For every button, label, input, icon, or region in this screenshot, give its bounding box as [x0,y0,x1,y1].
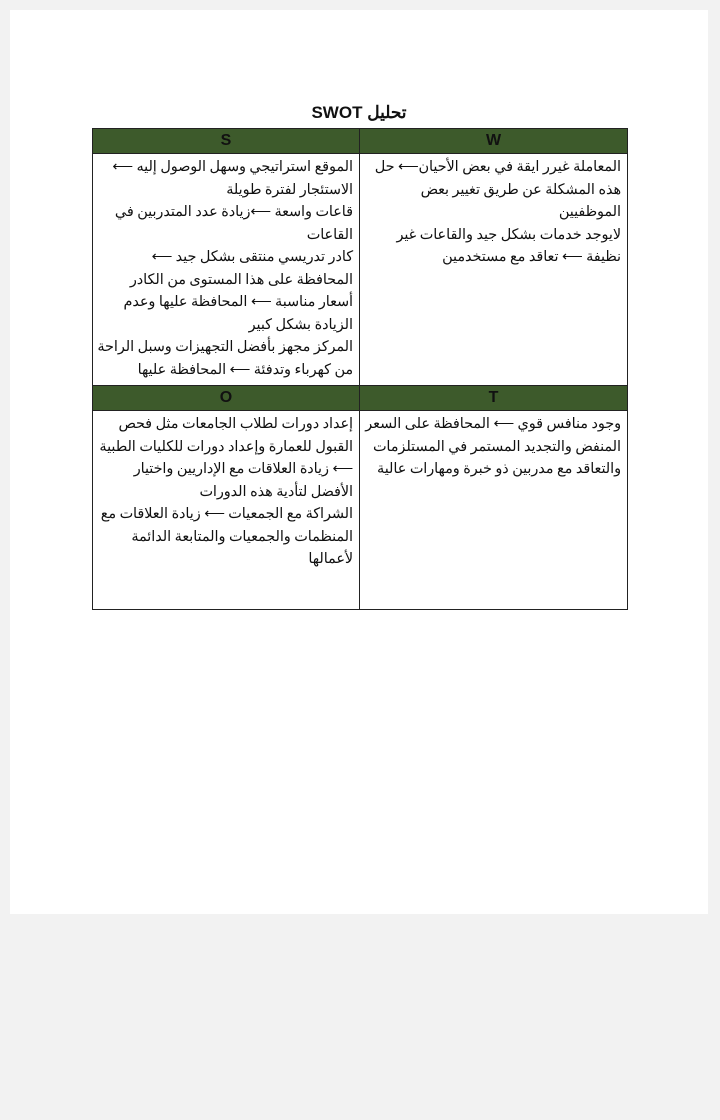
quadrant-t-line: وجود منافس قوي ⟵ المحافظة على السعر المنفض والتجديد المستمر في المستلزمات والتعاقد مع مدربين ذو خبرة ومهارات عالية [365,416,621,477]
quadrant-s-line: قاعات واسعة ⟵زيادة عدد المتدربين في القاعات [114,204,353,243]
quadrant-s [93,129,359,385]
quadrant-t-body [360,411,627,481]
quadrant-s-line: كادر تدريسي منتقى بشكل جيد ⟵ المحافظة على هذا المستوى من الكادر [129,249,353,288]
quadrant-t-header: T [360,386,627,411]
quadrant-o-body [93,411,359,571]
quadrant-o-header: O [93,386,359,411]
quadrant-s-body [93,154,359,404]
table-vertical-divider [359,129,360,609]
quadrant-o-line: إعداد دورات لطلاب الجامعات مثل فحص القبول للعمارة وإعداد دورات للكليات الطبية ⟵ زيادة العلاقات مع الإداريين واختيار الأفضل لتأدية هذه الدورات [99,416,353,500]
quadrant-s-header: S [93,129,359,154]
quadrant-w-header: W [360,129,627,154]
quadrant-o [93,386,359,609]
document-page [10,10,708,914]
quadrant-s-line: أسعار مناسبة ⟵ المحافظة عليها وعدم الزيادة بشكل كبير [123,294,353,333]
quadrant-t [360,386,627,609]
quadrant-o-line: الشراكة مع الجمعيات ⟵ زيادة العلاقات مع المنظمات والجمعيات والمتابعة الدائمة لأعمالها [100,506,353,567]
quadrant-s-line: الموقع استراتيجي وسهل الوصول إليه ⟵ الاستئجار لفترة طويلة [112,159,353,198]
quadrant-w [360,129,627,385]
swot-table [92,128,628,610]
quadrant-s-line: المركز مجهز بأفضل التجهيزات وسبل الراحة من كهرباء وتدفئة ⟵ المحافظة عليها [97,339,353,378]
quadrant-w-line: لايوجد خدمات بشكل جيد والقاعات غير نظيفة ⟵ تعاقد مع مستخدمين [396,226,621,265]
quadrant-w-line: المعاملة غيرر ايقة في بعض الأحيان⟵ حل هذه المشكلة عن طريق تغيير بعض الموظفيين [374,159,621,220]
quadrant-w-body [360,154,627,269]
page-title: تحليل SWOT [311,103,407,122]
table-horizontal-divider [93,385,627,386]
